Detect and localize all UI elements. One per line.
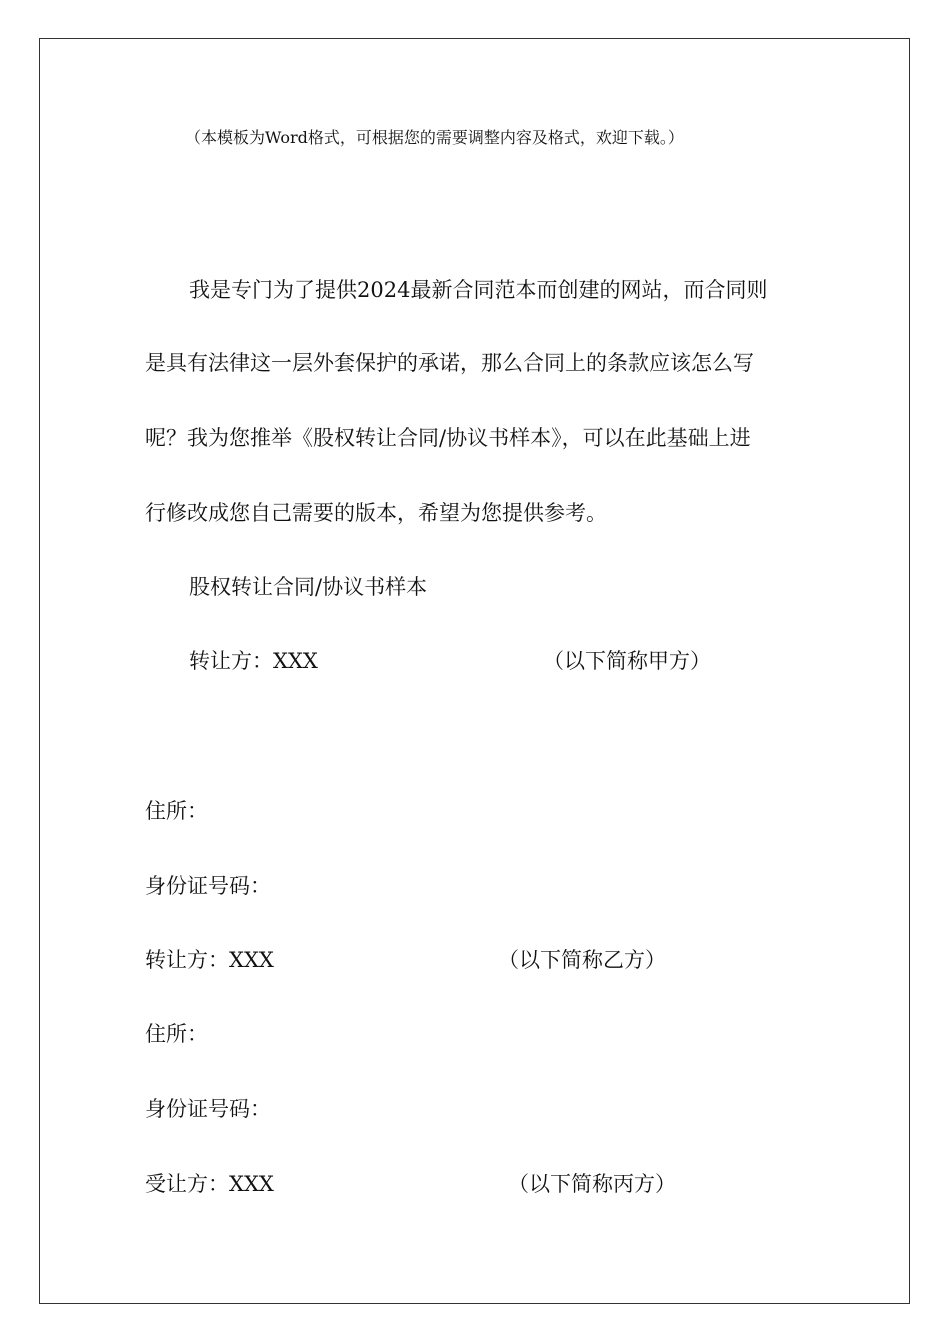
party-a-address-label: 住所： — [145, 799, 208, 823]
party-c-alias: （以下简称丙方） — [508, 1172, 676, 1196]
intro-line-1: 我是专门为了提供2024最新合同范本而创建的网站，而合同则 — [189, 278, 768, 302]
party-b-id-label: 身份证号码： — [145, 1097, 271, 1121]
contract-title: 股权转让合同/协议书样本 — [189, 575, 428, 599]
intro-line-3: 呢？我为您推举《股权转让合同/协议书样本》，可以在此基础上进 — [145, 426, 751, 450]
party-a-alias: （以下简称甲方） — [543, 649, 711, 673]
intro-line-2: 是具有法律这一层外套保护的承诺，那么合同上的条款应该怎么写 — [145, 351, 754, 375]
party-b-alias: （以下简称乙方） — [498, 948, 666, 972]
template-format-note: （本模板为Word格式，可根据您的需要调整内容及格式，欢迎下载。） — [185, 128, 684, 147]
party-a-id-label: 身份证号码： — [145, 874, 271, 898]
intro-line-4: 行修改成您自己需要的版本，希望为您提供参考。 — [145, 501, 607, 525]
party-a-label: 转让方：XXX — [189, 649, 318, 673]
party-b-address-label: 住所： — [145, 1022, 208, 1046]
party-b-label: 转让方：XXX — [145, 948, 274, 972]
party-c-label: 受让方：XXX — [145, 1172, 274, 1196]
